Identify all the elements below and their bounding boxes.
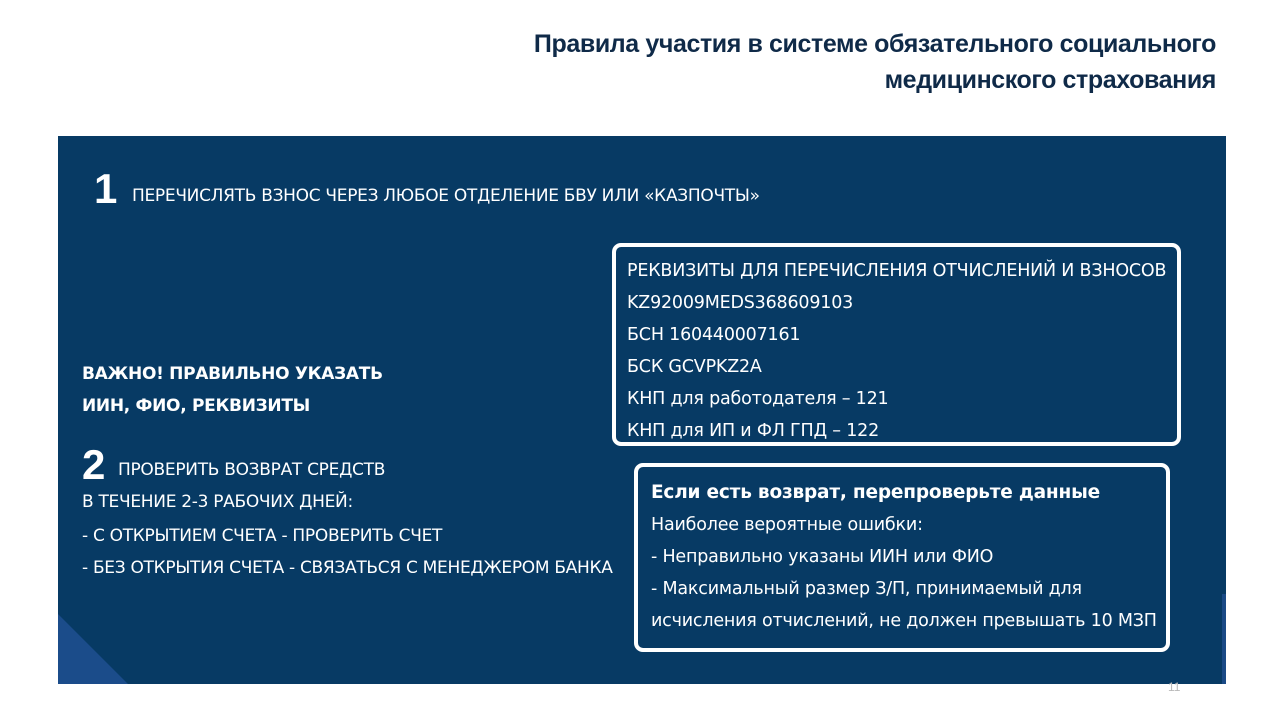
page-number: 11 <box>1168 680 1181 694</box>
step-2-number: 2 <box>82 441 106 488</box>
content-panel <box>58 136 1226 684</box>
slide-title-line-2: медицинского страхования <box>884 66 1216 94</box>
refund-box <box>634 463 1170 652</box>
refund-heading: Если есть возврат, перепроверьте данные <box>651 482 1100 503</box>
step-1-text: ПЕРЕЧИСЛЯТЬ ВЗНОС ЧЕРЕЗ ЛЮБОЕ ОТДЕЛЕНИЕ БВУ ИЛИ «КАЗПОЧТЫ» <box>132 186 760 206</box>
refund-line-4: исчисления отчислений, не должен превышать 10 МЗП <box>651 611 1157 631</box>
refund-line-1: Наиболее вероятные ошибки: <box>651 515 923 535</box>
slide-title <box>456 26 1216 98</box>
requisites-heading: РЕКВИЗИТЫ ДЛЯ ПЕРЕЧИСЛЕНИЯ ОТЧИСЛЕНИЙ И ВЗНОСОВ <box>627 261 1167 281</box>
important-note-line-2: ИИН, ФИО, РЕКВИЗИТЫ <box>82 396 310 416</box>
refund-line-2: - Неправильно указаны ИИН или ФИО <box>651 547 994 567</box>
step-2-line-3: - С ОТКРЫТИЕМ СЧЕТА - ПРОВЕРИТЬ СЧЕТ <box>82 526 443 546</box>
requisites-knp-employer: КНП для работодателя – 121 <box>627 389 889 409</box>
requisites-account: KZ92009MEDS368609103 <box>627 293 854 313</box>
slide-title-line-1: Правила участия в системе обязательного социального <box>533 30 1216 58</box>
decorative-edge-shape <box>1222 594 1226 684</box>
decorative-corner-shape <box>58 614 128 684</box>
important-note-line-1: ВАЖНО! ПРАВИЛЬНО УКАЗАТЬ <box>82 364 383 384</box>
requisites-bin: БСН 160440007161 <box>627 325 801 345</box>
step-2-line-1: ПРОВЕРИТЬ ВОЗВРАТ СРЕДСТВ <box>118 460 386 480</box>
step-2-line-2: В ТЕЧЕНИЕ 2-3 РАБОЧИХ ДНЕЙ: <box>82 492 353 512</box>
step-1-number: 1 <box>94 165 118 212</box>
requisites-knp-individual: КНП для ИП и ФЛ ГПД – 122 <box>627 421 879 441</box>
requisites-bic: БСК GCVPKZ2A <box>627 357 762 377</box>
requisites-box <box>612 243 1181 446</box>
step-2-line-4: - БЕЗ ОТКРЫТИЯ СЧЕТА - СВЯЗАТЬСЯ С МЕНЕДЖЕРОМ БАНКА <box>82 558 613 578</box>
refund-line-3: - Максимальный размер З/П, принимаемый для <box>651 579 1082 599</box>
